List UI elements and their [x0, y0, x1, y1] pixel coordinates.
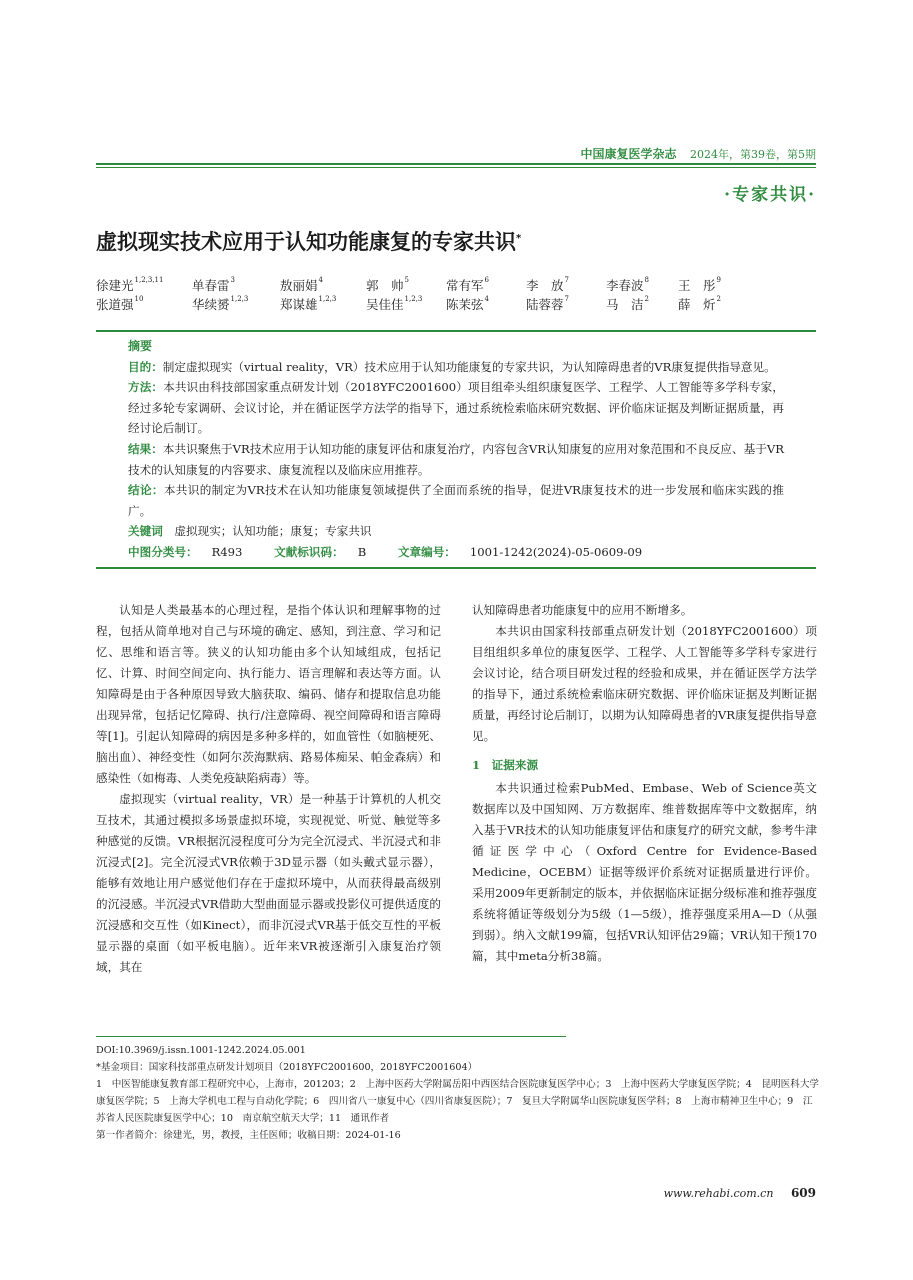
journal-name: 中国康复医学杂志	[580, 147, 677, 161]
footnotes	[96, 1042, 821, 1144]
body-right-column	[472, 600, 817, 967]
section-tag: ·专家共识·	[724, 185, 816, 205]
abstract-results: 结果：本共识聚焦于VR技术应用于认知功能的康复评估和康复治疗，内容包含VR认知康复的应用对象范围和不良反应、基于VR技术的认知康复的内容要求、康复流程以及临床应用推荐。	[128, 441, 784, 477]
body-paragraph-continued: 认知障碍患者功能康复中的应用不断增多。	[472, 603, 693, 617]
author-name: 华续赟$^{1,2,3}$	[192, 295, 249, 312]
affiliations: 1 中医智能康复教育部工程研究中心，上海市，201203；2 上海中医药大学附属岳阳中西医结合医院康复医学中心；3 上海中医药大学康复医学院；4 昆明医科大学康复医学院；5 上海大学机电工程与自动化学院；6 四川省八一康复中心（四川省康复医院）；7 复旦大学附属华山医院康复医学科；8 上海市精神卫生中心；9 江苏省人民医院康复医学中心；10 南京航空航天大学；11 通讯作者	[96, 1079, 820, 1124]
author-name: 敖丽娟$^4$	[280, 276, 323, 293]
body-paragraph: 本共识由国家科技部重点研发计划（2018YFC2001600）项目组组织多单位的康复医学、工程学、人工智能等多学科专家进行会议讨论，结合项目研发过程的经验和成果，并在循证医学方法学的指导下，通过系统检索临床研究数据、评价临床证据及判断证据质量，再经讨论后制订，以期为认知障碍患者的VR康复提供指导意见。	[472, 624, 817, 743]
header-rule	[96, 163, 816, 165]
keywords: 关键词 虚拟现实；认知功能；康复；专家共识	[128, 524, 372, 539]
journal-header	[580, 145, 816, 162]
abstract-objective: 目的：制定虚拟现实（virtual reality，VR）技术应用于认知功能康复的专家共识，为认知障碍患者的VR康复提供指导意见。	[128, 359, 776, 374]
classification-row: 中图分类号： R493 文献标识码： B 文章编号： 1001-1242(2024)-05-0609-09	[128, 544, 643, 559]
author-affiliation: 1,2,3	[230, 295, 249, 303]
author-affiliation: 2	[644, 295, 649, 303]
abstract-heading: 摘要	[128, 339, 153, 353]
author-affiliation: 7	[564, 276, 569, 284]
author-affiliation: 1,2,3	[404, 295, 423, 303]
author-name: 张道强$^{10}$	[96, 295, 144, 312]
section-heading: 1 证据来源	[472, 758, 539, 772]
abstract-conclusion: 结论：本共识的制定为VR技术在认知功能康复领域提供了全面而系统的指导，促进VR康复技术的进一步发展和临床实践的推广。	[128, 483, 784, 518]
issue-info: 2024年，第39卷，第5期	[690, 148, 816, 161]
author-name: 郑谋雄$^{1,2,3}$	[280, 295, 337, 312]
author-name: 郭 帅$^5$	[366, 276, 409, 293]
title-mark: *	[516, 233, 522, 244]
author-name: 李 放$^7$	[526, 276, 569, 293]
author-name: 李春波$^8$	[606, 276, 649, 293]
author-affiliation: 6	[484, 276, 489, 284]
header-rule-thin	[96, 167, 816, 168]
author-affiliation: 1,2,3,11	[134, 276, 164, 284]
author-affiliation: 4	[318, 276, 323, 284]
author-name: 陈茉弦$^4$	[446, 295, 489, 312]
author-affiliation: 4	[484, 295, 489, 303]
title-text: 虚拟现实技术应用于认知功能康复的专家共识	[96, 230, 516, 254]
body-paragraph: 虚拟现实（virtual reality，VR）是一种基于计算机的人机交互技术，其通过模拟多场景虚拟环境，实现视觉、听觉、触觉等多种感觉的反馈。VR根据沉浸程度可分为完全沉浸式、半沉浸式和非沉浸式[2]。完全沉浸式VR依赖于3D显示器（如头戴式显示器），能够有效地让用户感觉他们存在于虚拟环境中，从而获得最高级别的沉浸感。半沉浸式VR借助大型曲面显示器或投影仪可提供适度的沉浸感和交互性（如Kinect），而非沉浸式VR基于低交互性的平板显示器的桌面（如平板电脑）。近年来VR被逐渐引入康复治疗领域，其在	[96, 792, 441, 974]
author-name: 马 洁$^2$	[606, 295, 649, 312]
abstract-box	[96, 330, 816, 569]
author-name: 王 彤$^9$	[678, 276, 721, 293]
abstract-methods: 方法：本共识由科技部国家重点研发计划（2018YFC2001600）项目组牵头组织康复医学、工程学、人工智能等多学科专家，经过多轮专家调研、会议讨论，并在循证医学方法学的指导下，通过系统检索临床研究数据、评价临床证据及判断证据质量，再经讨论后制订。	[128, 380, 784, 436]
author-affiliation: 9	[716, 276, 721, 284]
author-name: 薛 炘$^2$	[678, 295, 721, 312]
doi: DOI:10.3969/j.issn.1001-1242.2024.05.001	[96, 1045, 306, 1056]
author-row	[96, 295, 816, 314]
page-number: 609	[790, 1186, 816, 1200]
first-author-note: 第一作者简介：徐建光，男，教授，主任医师；收稿日期：2024-01-16	[96, 1130, 401, 1141]
footnote-rule	[96, 1036, 566, 1037]
author-affiliation: 10	[134, 295, 144, 303]
author-affiliation: 3	[230, 276, 235, 284]
author-name: 常有军$^6$	[446, 276, 489, 293]
author-name: 陆蓉蓉$^7$	[526, 295, 569, 312]
author-affiliation: 5	[404, 276, 409, 284]
body-paragraph: 认知是人类最基本的心理过程，是指个体认识和理解事物的过程，包括从简单地对自己与环境的确定、感知，到注意、学习和记忆、思维和语言等。狭义的认知功能由多个认知域组成，包括记忆、计算、时间空间定向、执行能力、语言理解和表达等方面。认知障碍是由于各种原因导致大脑获取、编码、储存和提取信息功能出现异常，包括记忆障碍、执行/注意障碍、视空间障碍和语言障碍等[1]。引起认知障碍的病因是多种多样的，如血管性（如脑梗死、脑出血）、神经变性（如阿尔茨海默病、路易体痴呆、帕金森病）和感染性（如梅毒、人类免疫缺陷病毒）等。	[96, 603, 441, 785]
author-affiliation: 1,2,3	[318, 295, 337, 303]
website-url: www.rehabi.com.cn	[663, 1187, 774, 1200]
author-affiliation: 2	[716, 295, 721, 303]
author-name: 单春雷$^3$	[192, 276, 235, 293]
page-footer	[664, 1186, 816, 1200]
author-name: 徐建光$^{1,2,3,11}$	[96, 276, 164, 293]
body-left-column	[96, 600, 441, 978]
author-affiliation: 8	[644, 276, 649, 284]
body-paragraph: 本共识通过检索PubMed、Embase、Web of Science英文数据库以及中国知网、万方数据库、维普数据库等中文数据库，纳入基于VR技术的认知功能康复评估和康复疗的研究文献，参考牛津循证医学中心（Oxford Centre for Evidence-Based Medicine，OCEBM）证据等级评价系统对证据质量进行评价。采用2009年更新制定的版本，并依据临床证据分级标准和推荐强度系统将循证等级划分为5级（1—5级），推荐强度采用A—D（从强到弱）。纳入文献199篇，包括VR认知评估29篇；VR认知干预170篇，其中meta分析38篇。	[472, 781, 817, 963]
author-name: 吴佳佳$^{1,2,3}$	[366, 295, 423, 312]
author-row	[96, 276, 816, 295]
fund-note: *基金项目：国家科技部重点研发计划项目（2018YFC2001600，2018YFC2001604）	[96, 1062, 478, 1073]
article-title	[96, 226, 521, 256]
author-affiliation: 7	[564, 295, 569, 303]
author-list	[96, 276, 816, 314]
